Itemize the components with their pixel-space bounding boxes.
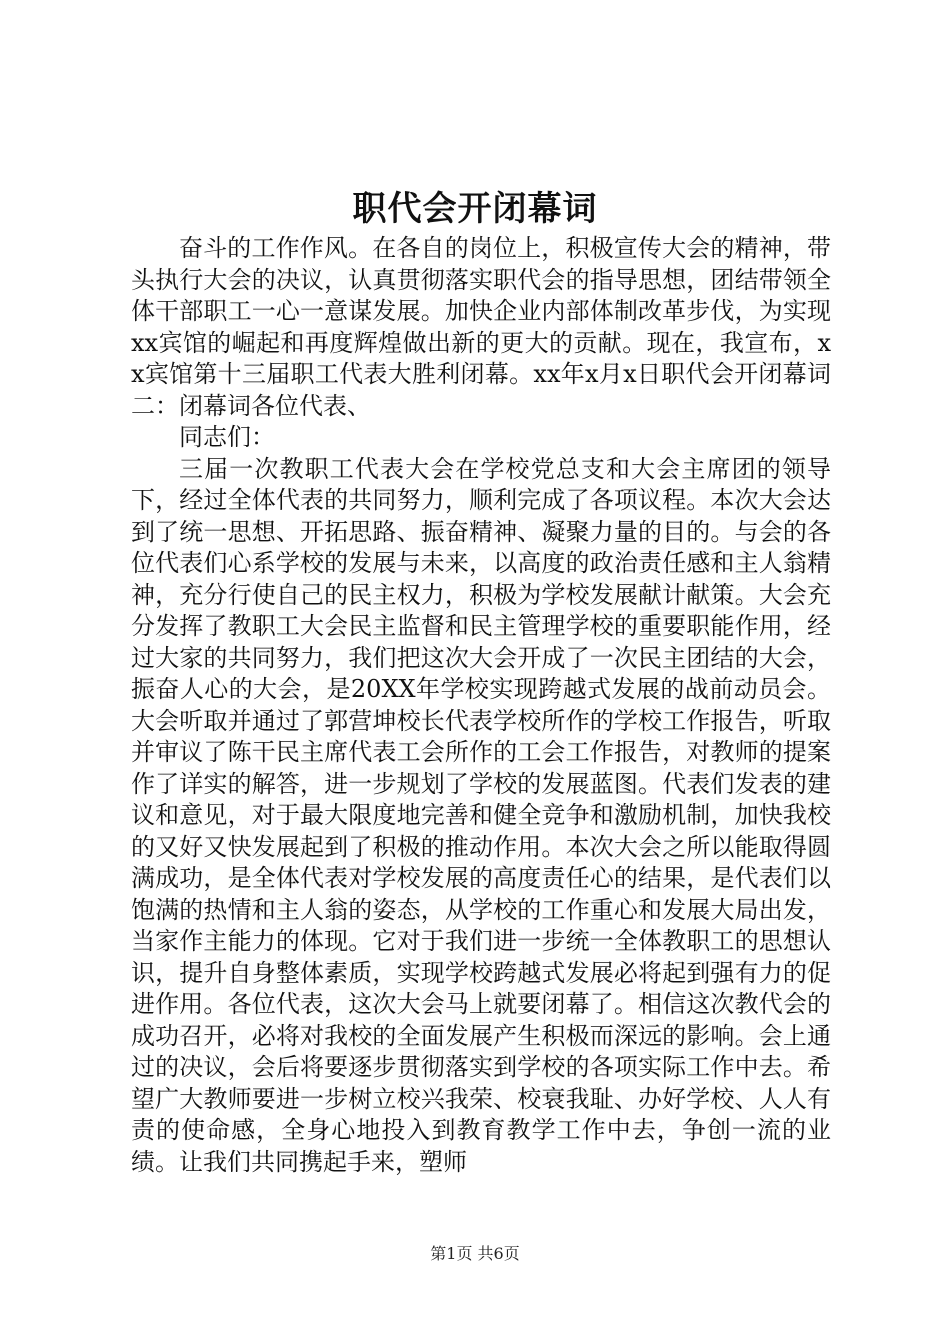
document-title: 职代会开闭幕词 <box>352 189 598 229</box>
paragraph-3: 三届一次教职工代表大会在学校党总支和大会主席团的领导下，经过全体代表的共同努力，顺利完成了各项议程。本次大会达到了统一思想、开拓思路、振奋精神、凝聚力量的目的。与会的各位代表们心系学校的发展与未来，以高度的政治责任感和主人翁精神，充分行使自己的民主权力，积极为学校发展献计献策。大会充分发挥了教职工大会民主监督和民主管理学校的重要职能作用，经过大家的共同努力，我们把这次大会开成了一次民主团结的大会，振奋人心的大会，是20XX年学校实现跨越式发展的战前动员会。大会听取并通过了郭营坤校长代表学校所作的学校工作报告，听取并审议了陈干民主席代表工会所作的工会工作报告，对教师的提案作了详实的解答，进一步规划了学校的发展蓝图。代表们发表的建议和意见，对于最大限度地完善和健全竞争和激励机制，加快我校的又好又快发展起到了积极的推动作用。本次大会之所以能取得圆满成功，是全体代表对学校发展的高度责任心的结果，是代表们以饱满的热情和主人翁的姿态，从学校的工作重心和发展大局出发，当家作主能力的体现。它对于我们进一步统一全体教职工的思想认识，提升自身整体素质，实现学校跨越式发展必将起到强有力的促进作用。各位代表，这次大会马上就要闭幕了。相信这次教代会的成功召开，必将对我校的全面发展产生积极而深远的影响。会上通过的决议，会后将要逐步贯彻落实到学校的各项实际工作中去。希望广大教师要进一步树立校兴我荣、校衰我耻、办好学校、人人有责的使命感，全身心地投入到教育教学工作中去，争创一流的业绩。让我们共同携起手来，塑师 <box>131 454 831 1176</box>
paragraph-2: 同志们： <box>179 423 275 451</box>
page-number-footer: 第1页 共6页 <box>430 1244 520 1263</box>
paragraph-1: 奋斗的工作作风。在各自的岗位上，积极宣传大会的精神，带头执行大会的决议，认真贯彻落实职代会的指导思想，团结带领全体干部职工一心一意谋发展。加快企业内部体制改革步伐，为实现xx宾馆的崛起和再度辉煌做出新的更大的贡献。现在，我宣布，xx宾馆第十三届职工代表大胜利闭幕。xx年x月x日职代会开闭幕词二：闭幕词各位代表、 <box>131 234 831 420</box>
document-body <box>131 233 831 1178</box>
